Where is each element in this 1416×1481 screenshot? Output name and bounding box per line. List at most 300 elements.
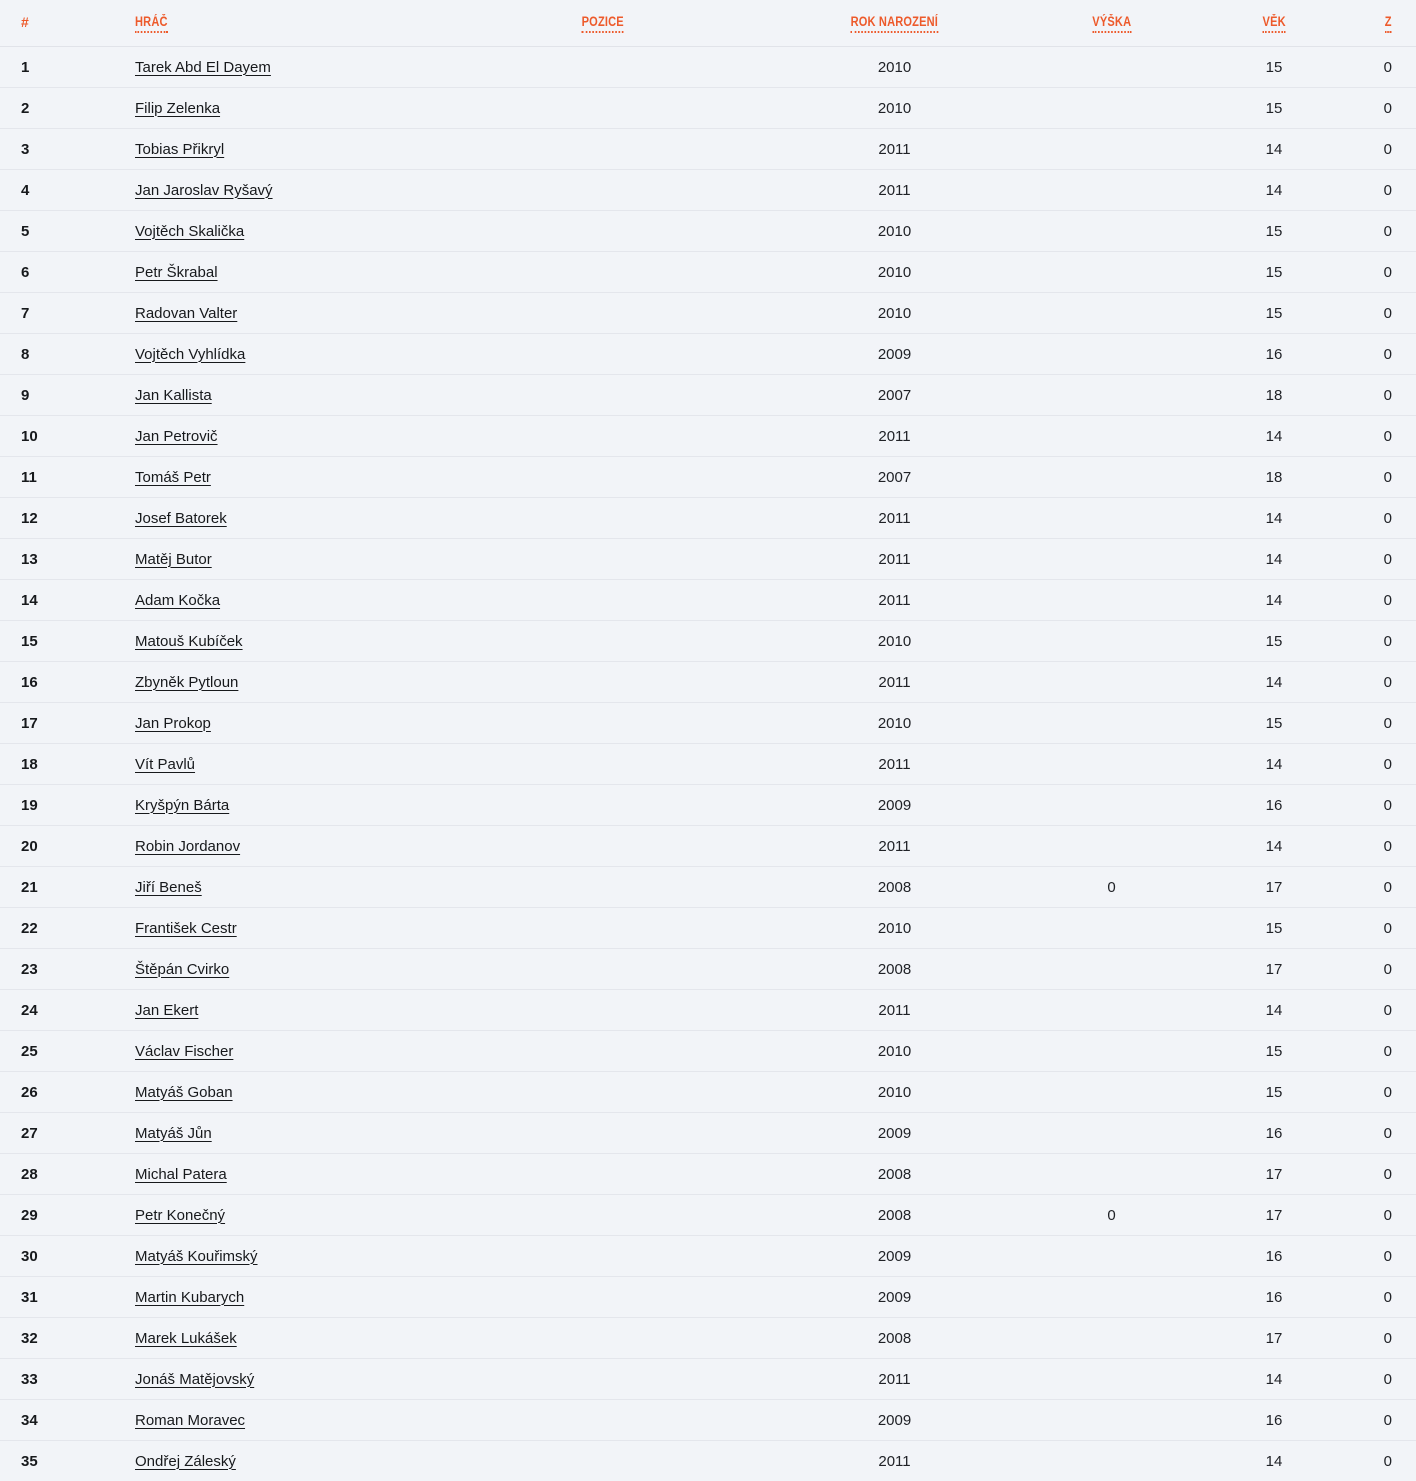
row-number-cell: 18 xyxy=(0,744,115,785)
z-column-sort-label[interactable]: Z xyxy=(1384,14,1391,33)
player-cell xyxy=(115,908,425,949)
table-row xyxy=(0,1441,1416,1481)
row-number-cell: 5 xyxy=(0,211,115,252)
height-cell xyxy=(1009,1072,1214,1113)
row-number-cell: 31 xyxy=(0,1277,115,1318)
player-name-link[interactable]: Martin Kubarych xyxy=(135,1289,244,1306)
height-cell xyxy=(1009,1318,1214,1359)
age-cell: 15 xyxy=(1214,1031,1334,1072)
row-number-cell: 14 xyxy=(0,580,115,621)
z-cell: 0 xyxy=(1334,1441,1416,1481)
player-name-link[interactable]: Ondřej Záleský xyxy=(135,1453,236,1470)
player-cell xyxy=(115,1318,425,1359)
player-cell xyxy=(115,867,425,908)
z-cell: 0 xyxy=(1334,990,1416,1031)
birth-year-cell: 2010 xyxy=(780,703,1009,744)
position-cell xyxy=(425,826,780,867)
height-cell xyxy=(1009,1113,1214,1154)
age-cell: 17 xyxy=(1214,1318,1334,1359)
table-row xyxy=(0,621,1416,662)
z-cell: 0 xyxy=(1334,1031,1416,1072)
player-name-link[interactable]: Jonáš Matějovský xyxy=(135,1371,254,1388)
birth-year-cell: 2011 xyxy=(780,826,1009,867)
table-row xyxy=(0,416,1416,457)
z-cell: 0 xyxy=(1334,1195,1416,1236)
birth-year-cell: 2011 xyxy=(780,1441,1009,1481)
table-header xyxy=(0,0,1416,47)
player-name-link[interactable]: Matěj Butor xyxy=(135,551,212,568)
player-cell xyxy=(115,1277,425,1318)
z-cell: 0 xyxy=(1334,662,1416,703)
table-row xyxy=(0,867,1416,908)
column-header-height[interactable] xyxy=(1009,0,1214,47)
row-number-cell: 20 xyxy=(0,826,115,867)
player-cell xyxy=(115,1400,425,1441)
table-row xyxy=(0,211,1416,252)
player-cell xyxy=(115,211,425,252)
table-row xyxy=(0,949,1416,990)
table-row xyxy=(0,1072,1416,1113)
position-cell xyxy=(425,867,780,908)
position-cell xyxy=(425,416,780,457)
table-row xyxy=(0,1113,1416,1154)
birth-year-cell: 2009 xyxy=(780,1236,1009,1277)
column-header-number xyxy=(0,0,115,47)
birth-year-cell: 2008 xyxy=(780,1195,1009,1236)
row-number-cell: 19 xyxy=(0,785,115,826)
row-number-cell: 24 xyxy=(0,990,115,1031)
age-cell: 14 xyxy=(1214,416,1334,457)
age-cell: 15 xyxy=(1214,88,1334,129)
height-cell xyxy=(1009,1031,1214,1072)
z-cell: 0 xyxy=(1334,949,1416,990)
row-number-cell: 6 xyxy=(0,252,115,293)
birth-year-cell: 2011 xyxy=(780,744,1009,785)
player-name-link[interactable]: Kryšpýn Bárta xyxy=(135,797,229,814)
position-cell xyxy=(425,211,780,252)
birth-year-cell: 2009 xyxy=(780,334,1009,375)
table-row xyxy=(0,539,1416,580)
birth-year-cell: 2011 xyxy=(780,416,1009,457)
height-cell xyxy=(1009,457,1214,498)
player-name-link[interactable]: Václav Fischer xyxy=(135,1043,233,1060)
height-cell xyxy=(1009,744,1214,785)
position-cell xyxy=(425,334,780,375)
table-row xyxy=(0,1195,1416,1236)
player-name-link[interactable]: Matyáš Goban xyxy=(135,1084,233,1101)
position-cell xyxy=(425,990,780,1031)
table-row xyxy=(0,47,1416,88)
height-cell xyxy=(1009,88,1214,129)
age-column-sort-label[interactable]: VĚK xyxy=(1262,14,1285,33)
player-column-sort-label[interactable]: HRÁČ xyxy=(135,14,168,33)
age-cell: 17 xyxy=(1214,949,1334,990)
position-column-sort-label[interactable]: POZICE xyxy=(581,14,623,33)
position-cell xyxy=(425,375,780,416)
player-name-link[interactable]: Filip Zelenka xyxy=(135,100,220,117)
player-name-link[interactable]: Roman Moravec xyxy=(135,1412,245,1429)
player-name-link[interactable]: Vít Pavlů xyxy=(135,756,195,773)
player-name-link[interactable]: Zbyněk Pytloun xyxy=(135,674,238,691)
player-cell xyxy=(115,785,425,826)
player-name-link[interactable]: Petr Konečný xyxy=(135,1207,225,1224)
height-cell xyxy=(1009,334,1214,375)
table-row xyxy=(0,662,1416,703)
player-name-link[interactable]: Radovan Valter xyxy=(135,305,237,322)
z-cell: 0 xyxy=(1334,744,1416,785)
birth-year-cell: 2010 xyxy=(780,88,1009,129)
row-number-cell: 30 xyxy=(0,1236,115,1277)
position-cell xyxy=(425,1441,780,1481)
position-cell xyxy=(425,744,780,785)
player-name-link[interactable]: Jan Ekert xyxy=(135,1002,198,1019)
z-cell: 0 xyxy=(1334,1359,1416,1400)
birth-year-cell: 2010 xyxy=(780,211,1009,252)
age-cell: 17 xyxy=(1214,867,1334,908)
row-number-cell: 35 xyxy=(0,1441,115,1481)
table-row xyxy=(0,1277,1416,1318)
row-number-cell: 34 xyxy=(0,1400,115,1441)
age-cell: 14 xyxy=(1214,170,1334,211)
height-cell xyxy=(1009,621,1214,662)
z-cell: 0 xyxy=(1334,621,1416,662)
age-cell: 14 xyxy=(1214,662,1334,703)
row-number-cell: 26 xyxy=(0,1072,115,1113)
row-number-cell: 1 xyxy=(0,47,115,88)
position-cell xyxy=(425,47,780,88)
row-number-cell: 7 xyxy=(0,293,115,334)
player-name-link[interactable]: Jan Petrovič xyxy=(135,428,218,445)
age-cell: 15 xyxy=(1214,1072,1334,1113)
player-cell xyxy=(115,990,425,1031)
age-cell: 15 xyxy=(1214,703,1334,744)
player-cell xyxy=(115,498,425,539)
table-row xyxy=(0,1236,1416,1277)
player-cell xyxy=(115,375,425,416)
z-cell: 0 xyxy=(1334,1154,1416,1195)
birth-year-cell: 2010 xyxy=(780,47,1009,88)
row-number-cell: 10 xyxy=(0,416,115,457)
height-cell xyxy=(1009,1236,1214,1277)
z-cell: 0 xyxy=(1334,1277,1416,1318)
position-cell xyxy=(425,1318,780,1359)
player-cell xyxy=(115,457,425,498)
z-cell: 0 xyxy=(1334,826,1416,867)
age-cell: 17 xyxy=(1214,1154,1334,1195)
row-number-cell: 13 xyxy=(0,539,115,580)
height-cell xyxy=(1009,498,1214,539)
table-row xyxy=(0,1031,1416,1072)
player-name-link[interactable]: Josef Batorek xyxy=(135,510,227,527)
row-number-cell: 2 xyxy=(0,88,115,129)
player-cell xyxy=(115,539,425,580)
player-cell xyxy=(115,621,425,662)
age-cell: 15 xyxy=(1214,211,1334,252)
table-row xyxy=(0,252,1416,293)
player-cell xyxy=(115,1072,425,1113)
height-cell xyxy=(1009,129,1214,170)
z-cell: 0 xyxy=(1334,457,1416,498)
birth-year-cell: 2007 xyxy=(780,457,1009,498)
player-cell xyxy=(115,1195,425,1236)
table-row xyxy=(0,457,1416,498)
position-cell xyxy=(425,457,780,498)
z-cell: 0 xyxy=(1334,1400,1416,1441)
z-cell: 0 xyxy=(1334,580,1416,621)
row-number-cell: 9 xyxy=(0,375,115,416)
player-name-link[interactable]: Jan Kallista xyxy=(135,387,212,404)
player-name-link[interactable]: František Cestr xyxy=(135,920,237,937)
height-cell xyxy=(1009,47,1214,88)
position-cell xyxy=(425,252,780,293)
age-cell: 14 xyxy=(1214,1359,1334,1400)
birth-year-cell: 2010 xyxy=(780,908,1009,949)
height-cell xyxy=(1009,1441,1214,1481)
player-name-link[interactable]: Petr Škrabal xyxy=(135,264,218,281)
age-cell: 14 xyxy=(1214,826,1334,867)
row-number-cell: 23 xyxy=(0,949,115,990)
z-cell: 0 xyxy=(1334,1236,1416,1277)
age-cell: 16 xyxy=(1214,334,1334,375)
row-number-cell: 8 xyxy=(0,334,115,375)
row-number-cell: 29 xyxy=(0,1195,115,1236)
player-name-link[interactable]: Matouš Kubíček xyxy=(135,633,243,650)
height-cell xyxy=(1009,1359,1214,1400)
player-cell xyxy=(115,1031,425,1072)
row-number-cell: 27 xyxy=(0,1113,115,1154)
position-cell xyxy=(425,1154,780,1195)
age-cell: 15 xyxy=(1214,47,1334,88)
player-cell xyxy=(115,88,425,129)
player-name-link[interactable]: Robin Jordanov xyxy=(135,838,240,855)
player-name-link[interactable]: Tarek Abd El Dayem xyxy=(135,59,271,76)
header-row xyxy=(0,0,1416,47)
position-cell xyxy=(425,908,780,949)
height-cell xyxy=(1009,908,1214,949)
age-cell: 14 xyxy=(1214,498,1334,539)
age-cell: 14 xyxy=(1214,539,1334,580)
birth-year-cell: 2009 xyxy=(780,785,1009,826)
age-cell: 16 xyxy=(1214,1277,1334,1318)
height-cell xyxy=(1009,1154,1214,1195)
player-cell xyxy=(115,1359,425,1400)
z-cell: 0 xyxy=(1334,1113,1416,1154)
column-header-player[interactable] xyxy=(115,0,425,47)
table-row xyxy=(0,375,1416,416)
age-cell: 16 xyxy=(1214,1236,1334,1277)
position-cell xyxy=(425,498,780,539)
age-cell: 17 xyxy=(1214,1195,1334,1236)
age-cell: 15 xyxy=(1214,908,1334,949)
birth-year-cell: 2009 xyxy=(780,1113,1009,1154)
row-number-cell: 16 xyxy=(0,662,115,703)
position-cell xyxy=(425,1072,780,1113)
height-cell xyxy=(1009,539,1214,580)
player-cell xyxy=(115,949,425,990)
row-number-cell: 15 xyxy=(0,621,115,662)
player-name-link[interactable]: Štěpán Cvirko xyxy=(135,961,229,978)
table-row xyxy=(0,703,1416,744)
height-column-sort-label[interactable]: VÝŠKA xyxy=(1092,14,1131,33)
z-cell: 0 xyxy=(1334,293,1416,334)
row-number-cell: 12 xyxy=(0,498,115,539)
column-header-birth-year[interactable] xyxy=(780,0,1009,47)
height-cell xyxy=(1009,703,1214,744)
birth-year-cell: 2011 xyxy=(780,990,1009,1031)
age-cell: 16 xyxy=(1214,1400,1334,1441)
height-cell xyxy=(1009,375,1214,416)
birth-year-column-sort-label[interactable]: ROK NAROZENÍ xyxy=(851,14,938,33)
player-name-link[interactable]: Tobias Přikryl xyxy=(135,141,224,158)
z-cell: 0 xyxy=(1334,334,1416,375)
player-name-link[interactable]: Jan Prokop xyxy=(135,715,211,732)
player-name-link[interactable]: Jiří Beneš xyxy=(135,879,202,896)
player-name-link[interactable]: Matyáš Kouřimský xyxy=(135,1248,258,1265)
table-row xyxy=(0,826,1416,867)
position-cell xyxy=(425,1113,780,1154)
height-cell xyxy=(1009,990,1214,1031)
birth-year-cell: 2011 xyxy=(780,662,1009,703)
table-body xyxy=(0,47,1416,1481)
player-cell xyxy=(115,1113,425,1154)
age-cell: 16 xyxy=(1214,785,1334,826)
position-cell xyxy=(425,580,780,621)
age-cell: 15 xyxy=(1214,252,1334,293)
birth-year-cell: 2010 xyxy=(780,1072,1009,1113)
table-row xyxy=(0,744,1416,785)
height-cell: 0 xyxy=(1009,867,1214,908)
birth-year-cell: 2008 xyxy=(780,1154,1009,1195)
table-row xyxy=(0,580,1416,621)
z-cell: 0 xyxy=(1334,375,1416,416)
player-cell xyxy=(115,416,425,457)
height-cell xyxy=(1009,580,1214,621)
column-header-age[interactable] xyxy=(1214,0,1334,47)
position-cell xyxy=(425,293,780,334)
table-row xyxy=(0,785,1416,826)
z-cell: 0 xyxy=(1334,47,1416,88)
table-row xyxy=(0,170,1416,211)
z-cell: 0 xyxy=(1334,252,1416,293)
position-cell xyxy=(425,1195,780,1236)
player-name-link[interactable]: Tomáš Petr xyxy=(135,469,211,486)
table-row xyxy=(0,1318,1416,1359)
z-cell: 0 xyxy=(1334,129,1416,170)
row-number-cell: 4 xyxy=(0,170,115,211)
player-cell xyxy=(115,170,425,211)
z-cell: 0 xyxy=(1334,1318,1416,1359)
row-number-cell: 22 xyxy=(0,908,115,949)
age-cell: 16 xyxy=(1214,1113,1334,1154)
position-cell xyxy=(425,1400,780,1441)
player-cell xyxy=(115,47,425,88)
player-name-link[interactable]: Vojtěch Vyhlídka xyxy=(135,346,245,363)
table-row xyxy=(0,129,1416,170)
birth-year-cell: 2011 xyxy=(780,129,1009,170)
table-row xyxy=(0,88,1416,129)
table-row xyxy=(0,498,1416,539)
height-cell xyxy=(1009,785,1214,826)
height-cell: 0 xyxy=(1009,1195,1214,1236)
player-cell xyxy=(115,1441,425,1481)
height-cell xyxy=(1009,949,1214,990)
height-cell xyxy=(1009,416,1214,457)
age-cell: 18 xyxy=(1214,457,1334,498)
player-name-link[interactable]: Michal Patera xyxy=(135,1166,227,1183)
age-cell: 14 xyxy=(1214,1441,1334,1481)
position-cell xyxy=(425,662,780,703)
table-row xyxy=(0,1359,1416,1400)
number-column-label: # xyxy=(21,14,29,30)
position-cell xyxy=(425,703,780,744)
age-cell: 15 xyxy=(1214,293,1334,334)
birth-year-cell: 2010 xyxy=(780,252,1009,293)
player-cell xyxy=(115,334,425,375)
height-cell xyxy=(1009,293,1214,334)
player-name-link[interactable]: Vojtěch Skalička xyxy=(135,223,244,240)
birth-year-cell: 2008 xyxy=(780,867,1009,908)
player-cell xyxy=(115,129,425,170)
player-name-link[interactable]: Adam Kočka xyxy=(135,592,220,609)
birth-year-cell: 2008 xyxy=(780,949,1009,990)
position-cell xyxy=(425,621,780,662)
birth-year-cell: 2011 xyxy=(780,580,1009,621)
player-name-link[interactable]: Jan Jaroslav Ryšavý xyxy=(135,182,273,199)
position-cell xyxy=(425,949,780,990)
z-cell: 0 xyxy=(1334,498,1416,539)
column-header-position[interactable] xyxy=(425,0,780,47)
birth-year-cell: 2008 xyxy=(780,1318,1009,1359)
birth-year-cell: 2010 xyxy=(780,1031,1009,1072)
position-cell xyxy=(425,1277,780,1318)
birth-year-cell: 2011 xyxy=(780,1359,1009,1400)
age-cell: 14 xyxy=(1214,580,1334,621)
position-cell xyxy=(425,1031,780,1072)
position-cell xyxy=(425,88,780,129)
table-row xyxy=(0,908,1416,949)
z-cell: 0 xyxy=(1334,211,1416,252)
age-cell: 18 xyxy=(1214,375,1334,416)
birth-year-cell: 2010 xyxy=(780,621,1009,662)
player-name-link[interactable]: Matyáš Jůn xyxy=(135,1125,212,1142)
player-cell xyxy=(115,293,425,334)
age-cell: 14 xyxy=(1214,990,1334,1031)
player-name-link[interactable]: Marek Lukášek xyxy=(135,1330,237,1347)
row-number-cell: 33 xyxy=(0,1359,115,1400)
position-cell xyxy=(425,170,780,211)
height-cell xyxy=(1009,1277,1214,1318)
row-number-cell: 32 xyxy=(0,1318,115,1359)
birth-year-cell: 2010 xyxy=(780,293,1009,334)
player-cell xyxy=(115,744,425,785)
player-cell xyxy=(115,580,425,621)
height-cell xyxy=(1009,170,1214,211)
z-cell: 0 xyxy=(1334,88,1416,129)
z-cell: 0 xyxy=(1334,703,1416,744)
position-cell xyxy=(425,785,780,826)
row-number-cell: 17 xyxy=(0,703,115,744)
age-cell: 15 xyxy=(1214,621,1334,662)
player-cell xyxy=(115,662,425,703)
birth-year-cell: 2009 xyxy=(780,1277,1009,1318)
birth-year-cell: 2007 xyxy=(780,375,1009,416)
row-number-cell: 21 xyxy=(0,867,115,908)
height-cell xyxy=(1009,1400,1214,1441)
table-row xyxy=(0,990,1416,1031)
column-header-z[interactable] xyxy=(1334,0,1416,47)
player-cell xyxy=(115,1236,425,1277)
birth-year-cell: 2011 xyxy=(780,170,1009,211)
